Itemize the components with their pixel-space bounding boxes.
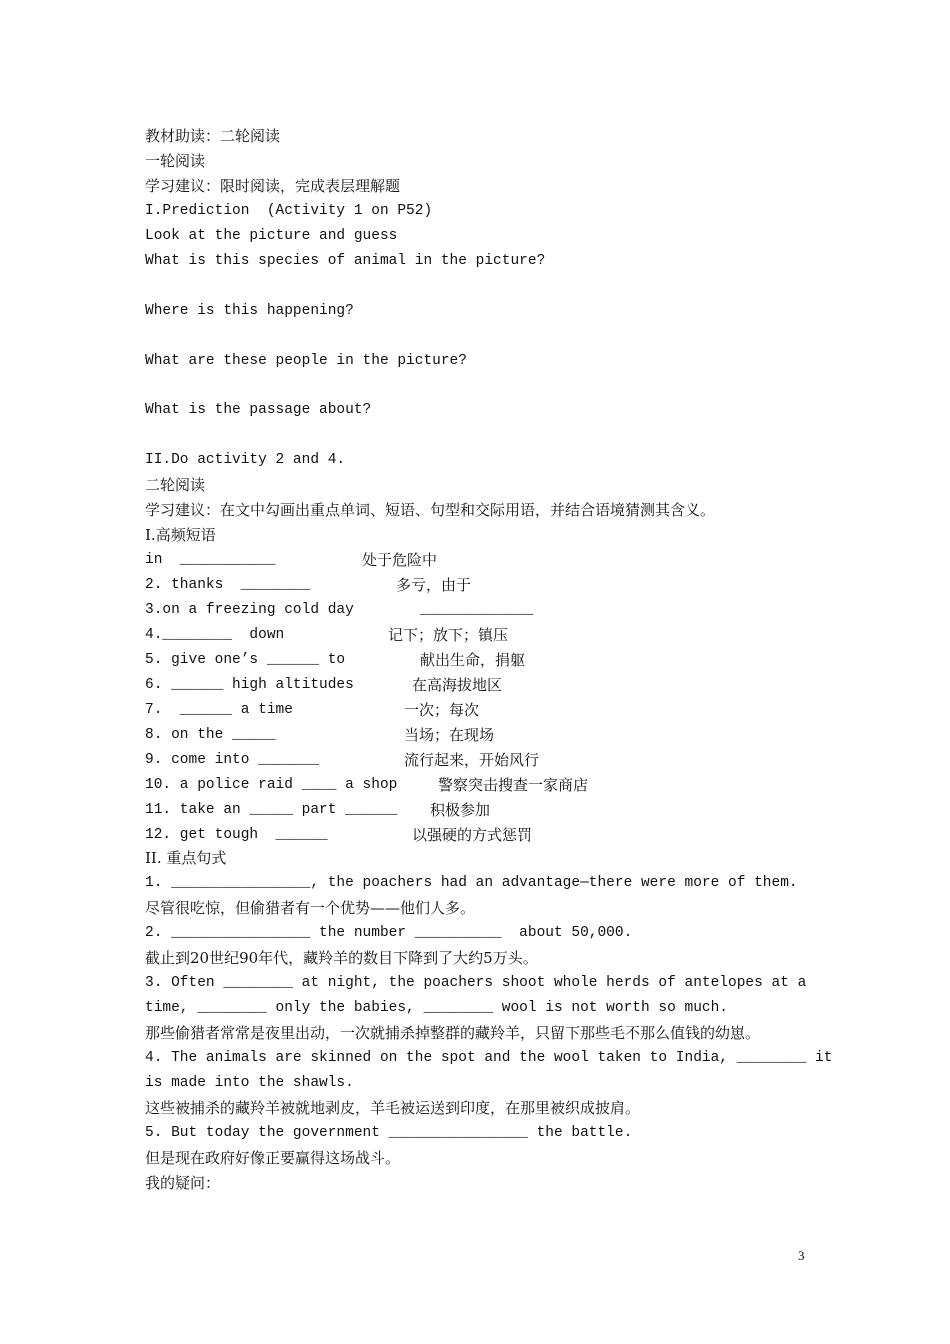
sentence-5-en: 5. But today the government ________________ the battle. <box>145 1125 633 1141</box>
phrase-9-chinese: 流行起来，开始风行 <box>404 751 540 769</box>
prediction-question-3: What are these people in the picture? <box>145 353 467 369</box>
phrase-9-english: 9. come into _______ <box>145 752 320 768</box>
phrase-10-english: 10. a police raid ____ a shop <box>145 777 398 793</box>
prediction-intro: Look at the picture and guess <box>145 228 398 244</box>
page-number: 3 <box>798 1248 805 1263</box>
sentence-1-cn: 尽管很吃惊，但偷猎者有一个优势——他们人多。 <box>145 899 476 917</box>
phrase-7-chinese: 一次；每次 <box>404 701 480 719</box>
sentence-2-en: 2. ________________ the number __________ about 50,000. <box>145 925 633 941</box>
phrase-1-english: in ___________ <box>145 552 276 568</box>
sentence-1-en: 1. ________________, the poachers had an advantage—there were more of them. <box>145 875 798 891</box>
sentence-4-en-b: is made into the shawls. <box>145 1075 354 1091</box>
phrase-8-english: 8. on the _____ <box>145 727 276 743</box>
sentence-3-en-a: 3. Often ________ at night, the poachers shoot whole herds of antelopes at a <box>145 975 807 991</box>
phrase-4-english: 4.________ down <box>145 627 285 643</box>
prediction-title: I.Prediction (Activity 1 on P52) <box>145 203 433 219</box>
sentence-3-en-b: time, ________ only the babies, ________ wool is not worth so much. <box>145 1000 728 1016</box>
phrase-8-chinese: 当场；在现场 <box>404 726 495 744</box>
prediction-question-4: What is the passage about? <box>145 402 372 418</box>
sentence-4-en-a: 4. The animals are skinned on the spot and the wool taken to India, ________ it <box>145 1050 833 1066</box>
header-line-1: 教材助读：二轮阅读 <box>145 127 281 145</box>
phrase-1-chinese: 处于危险中 <box>362 551 438 569</box>
sentence-4-cn: 这些被捕杀的藏羚羊被就地剥皮，羊毛被运送到印度，在那里被织成披肩。 <box>145 1099 641 1117</box>
prediction-question-2: Where is this happening? <box>145 303 354 319</box>
phrase-12-english: 12. get tough ______ <box>145 827 328 843</box>
phrase-5-english: 5. give one’s ______ to <box>145 652 346 668</box>
activity-line: II.Do activity 2 and 4. <box>145 452 346 468</box>
header-line-2: 一轮阅读 <box>145 152 206 170</box>
phrase-7-english: 7. ______ a time <box>145 702 293 718</box>
phrase-12-chinese: 以强硬的方式惩罚 <box>412 826 533 844</box>
phrase-11-english: 11. take an _____ part ______ <box>145 802 398 818</box>
prediction-question-1: What is this species of animal in the picture? <box>145 253 546 269</box>
phrase-3-chinese: _____________ <box>420 602 534 618</box>
phrase-2-english: 2. thanks ________ <box>145 577 311 593</box>
phrase-6-english: 6. ______ high altitudes <box>145 677 354 693</box>
phrase-10-chinese: 警察突击搜查一家商店 <box>438 776 589 794</box>
phrases-title: I.高频短语 <box>145 526 216 544</box>
sentences-title: II. 重点句式 <box>145 849 227 867</box>
phrase-3-english: 3.on a freezing cold day <box>145 602 354 618</box>
phrase-11-chinese: 积极参加 <box>430 801 491 819</box>
phrase-4-chinese: 记下；放下；镇压 <box>388 626 509 644</box>
sentence-5-cn: 但是现在政府好像正要赢得这场战斗。 <box>145 1149 401 1167</box>
sentence-2-cn: 截止到20世纪90年代，藏羚羊的数目下降到了大约5万头。 <box>145 949 538 967</box>
phrase-5-chinese: 献出生命，捐躯 <box>420 651 526 669</box>
phrase-6-chinese: 在高海拔地区 <box>412 676 503 694</box>
second-reading-title: 二轮阅读 <box>145 476 206 494</box>
sentence-3-cn: 那些偷猎者常常是夜里出动，一次就捕杀掉整群的藏羚羊，只留下那些毛不那么值钱的幼崽。 <box>145 1024 761 1042</box>
header-line-3: 学习建议：限时阅读，完成表层理解题 <box>145 177 401 195</box>
question-line: 我的疑问： <box>145 1174 221 1192</box>
second-reading-advice: 学习建议：在文中勾画出重点单词、短语、句型和交际用语，并结合语境猜测其含义。 <box>145 501 716 519</box>
phrase-2-chinese: 多亏，由于 <box>396 576 472 594</box>
